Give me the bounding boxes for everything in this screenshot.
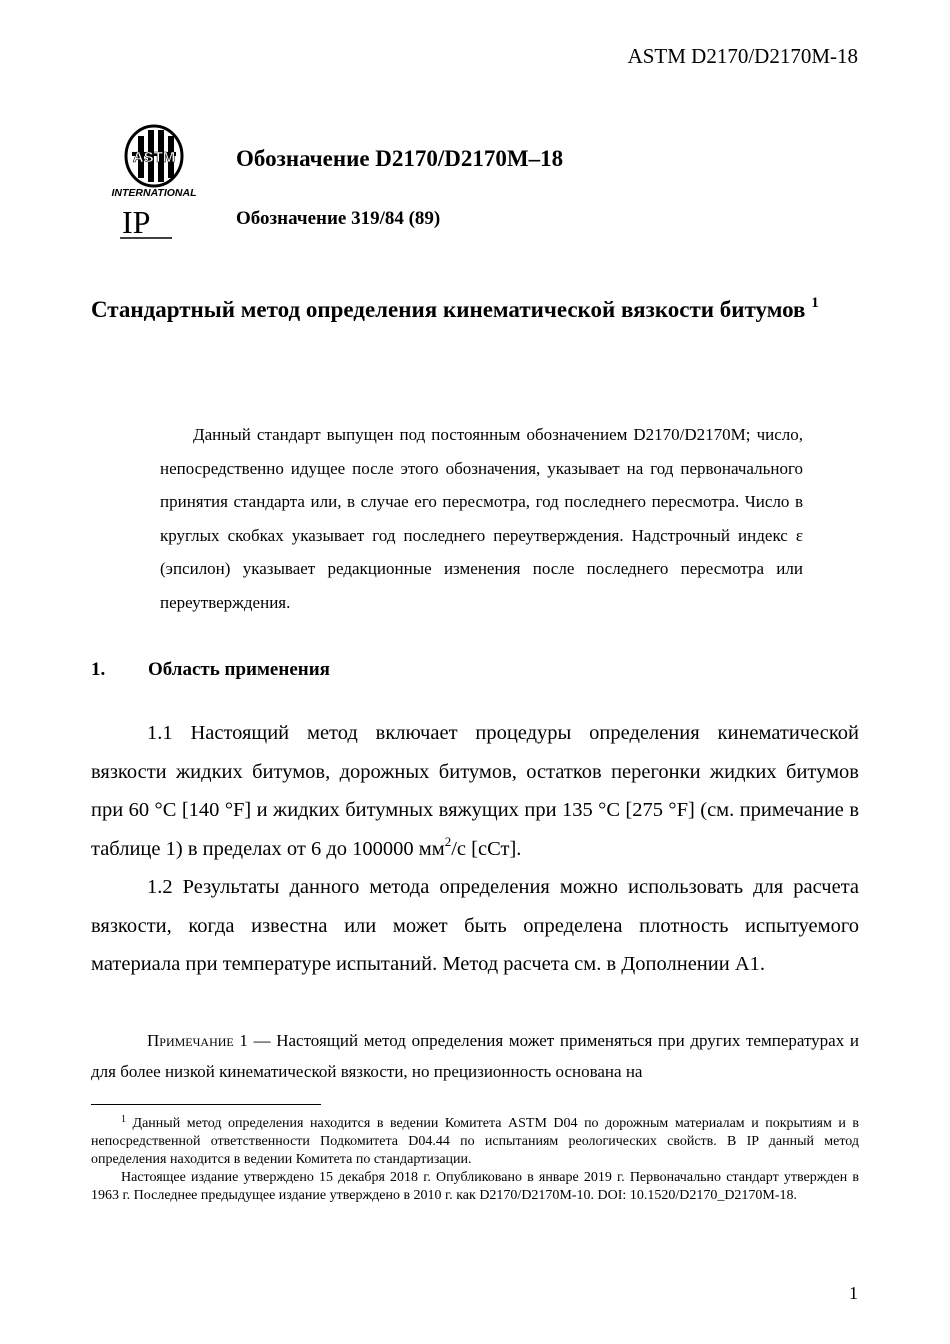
footnote-1 bbox=[91, 1115, 859, 1169]
footnote-divider bbox=[91, 1104, 321, 1105]
footnote-1-mark: 1 bbox=[121, 1114, 126, 1125]
note-text: — Настоящий метод определения может применяться при других температурах и для более низкой кинематической вязкости, но прецизионность основана на bbox=[91, 1031, 859, 1081]
preamble-paragraph: Данный стандарт выпущен под постоянным обозначением D2170/D2170M; число, непосредственно идущее после этого обозначения, указывает на год первоначального принятия стандарта или, в случае его пересмотра, год последнего пересмотра. Число в круглых скобках указывает год последнего переутверждения. Надстрочный индекс ε (эпсилон) указывает редакционные изменения после последнего пересмотра или переутверждения. bbox=[160, 425, 803, 612]
footnote-edition: Настоящее издание утверждено 15 декабря 2018 г. Опубликовано в январе 2019 г. Первоначально стандарт утвержден в 1963 г. Последнее предыдущее издание утверждено в 2010 г. как D2170/D2170M-10. DOI: 10.1520/D2170_D2170M-18. bbox=[91, 1170, 859, 1203]
paragraph-1-1 bbox=[91, 714, 859, 868]
footnote-1-text: Данный метод определения находится в ведении Комитета ASTM D04 по дорожным материалам и покрытиям и в непосредственной ответственности Подкомитета D04.44 по испытаниям реологических свойств. В IP данный метод определения находится в ведении Комитета по стандартизации. bbox=[91, 1116, 859, 1167]
note-1 bbox=[91, 1025, 859, 1087]
astm-logo-text: ASTM bbox=[132, 149, 176, 166]
astm-logo-subtext: INTERNATIONAL bbox=[111, 187, 197, 199]
section-number: 1. bbox=[91, 659, 106, 680]
section-title: Область применения bbox=[148, 659, 330, 680]
designation-main: Обозначение D2170/D2170M–18 bbox=[236, 146, 564, 171]
page-number: 1 bbox=[849, 1283, 858, 1303]
paragraph-1-1-tail: /с [сСт]. bbox=[451, 837, 522, 860]
ip-logo bbox=[118, 203, 176, 241]
paragraph-1-2: 1.2 Результаты данного метода определения можно использовать для расчета вязкости, когда известна или может быть определена плотность испытуемого материала при температуре испытаний. Метод расчета см. в Дополнении A1. bbox=[91, 876, 859, 975]
unit-superscript: 2 bbox=[444, 833, 452, 849]
standard-code-header: ASTM D2170/D2170M-18 bbox=[627, 44, 858, 68]
title-text: Стандартный метод определения кинематической вязкости битумов bbox=[91, 297, 806, 322]
paragraph-1-1-text: 1.1 Настоящий метод включает процедуры определения кинематической вязкости жидких битумов, дорожных битумов, остатков перегонки жидких битумов при 60 °C [140 °F] и жидких битумных вяжущих при 135 °C [275 °F] (см. примечание в таблице 1) в пределах от 6 до 100000 мм bbox=[91, 722, 859, 860]
astm-international-logo bbox=[108, 122, 200, 200]
title-footnote-ref: 1 bbox=[811, 295, 819, 311]
note-label: Примечание 1 bbox=[147, 1031, 248, 1050]
document-title bbox=[91, 289, 859, 331]
ip-logo-text: IP bbox=[122, 204, 151, 240]
designation-secondary: Обозначение 319/84 (89) bbox=[236, 208, 441, 229]
footnotes bbox=[91, 1115, 859, 1205]
